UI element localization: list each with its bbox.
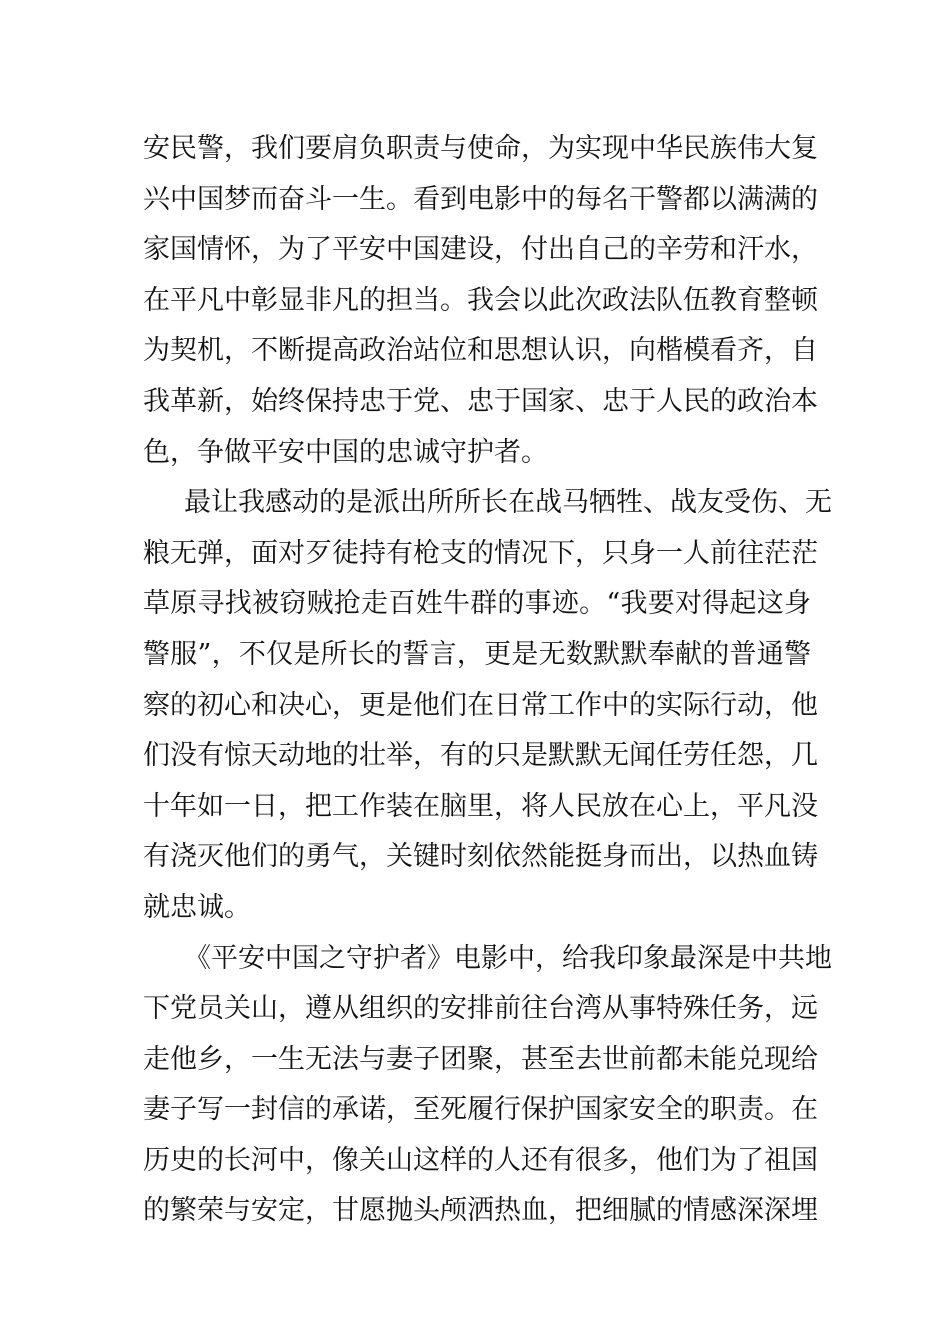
text-line: 兴中国梦而奋斗一生。看到电影中的每名干警都以满满的 xyxy=(143,183,818,215)
text-line: 妻子写一封信的承诺，至死履行保护国家安全的职责。在 xyxy=(143,1094,818,1126)
text-line: 草原寻找被窃贼抢走百姓牛群的事迹。“我要对得起这身 xyxy=(143,588,811,620)
text-line: 最让我感动的是派出所所长在战马牺牲、战友受伤、无 xyxy=(184,487,832,519)
paragraph-2 xyxy=(143,478,832,933)
paragraph-3 xyxy=(143,934,832,1238)
text-line: 下党员关山，遵从组织的安排前往台湾从事特殊任务，远 xyxy=(143,993,818,1025)
text-line: 历史的长河中，像关山这样的人还有很多，他们为了祖国 xyxy=(143,1144,818,1176)
text-line: 《平安中国之守护者》电影中，给我印象最深是中共地 xyxy=(184,942,832,974)
text-line: 为契机，不断提高政治站位和思想认识，向楷模看齐，自 xyxy=(143,335,818,367)
text-line: 在平凡中彰显非凡的担当。我会以此次政法队伍教育整顿 xyxy=(143,284,818,316)
text-line: 走他乡，一生无法与妻子团聚，甚至去世前都未能兑现给 xyxy=(143,1043,818,1075)
text-line: 察的初心和决心，更是他们在日常工作中的实际行动，他 xyxy=(143,689,818,721)
text-line: 十年如一日，把工作装在脑里，将人民放在心上，平凡没 xyxy=(143,790,818,822)
text-line: 就忠诚。 xyxy=(143,891,251,923)
text-line: 我革新，始终保持忠于党、忠于国家、忠于人民的政治本 xyxy=(143,385,818,417)
text-line: 安民警，我们要肩负职责与使命，为实现中华民族伟大复 xyxy=(143,133,818,164)
text-line: 有浇灭他们的勇气，关键时刻依然能挺身而出，以热血铸 xyxy=(143,841,818,873)
text-line: 的繁荣与安定，甘愿抛头颅洒热血，把细腻的情感深深埋 xyxy=(143,1195,818,1227)
text-line: 们没有惊天动地的壮举，有的只是默默无闻任劳任怨，几 xyxy=(143,740,818,772)
text-line: 警服”，不仅是所长的誓言，更是无数默默奉献的普通警 xyxy=(143,638,811,670)
text-line: 色，争做平安中国的忠诚守护者。 xyxy=(143,436,548,468)
document-body xyxy=(143,124,832,1237)
text-line: 家国情怀，为了平安中国建设，付出自己的辛劳和汗水， xyxy=(143,234,818,266)
text-line: 粮无弹，面对歹徒持有枪支的情况下，只身一人前往茫茫 xyxy=(143,537,818,569)
paragraph-1 xyxy=(143,124,818,478)
